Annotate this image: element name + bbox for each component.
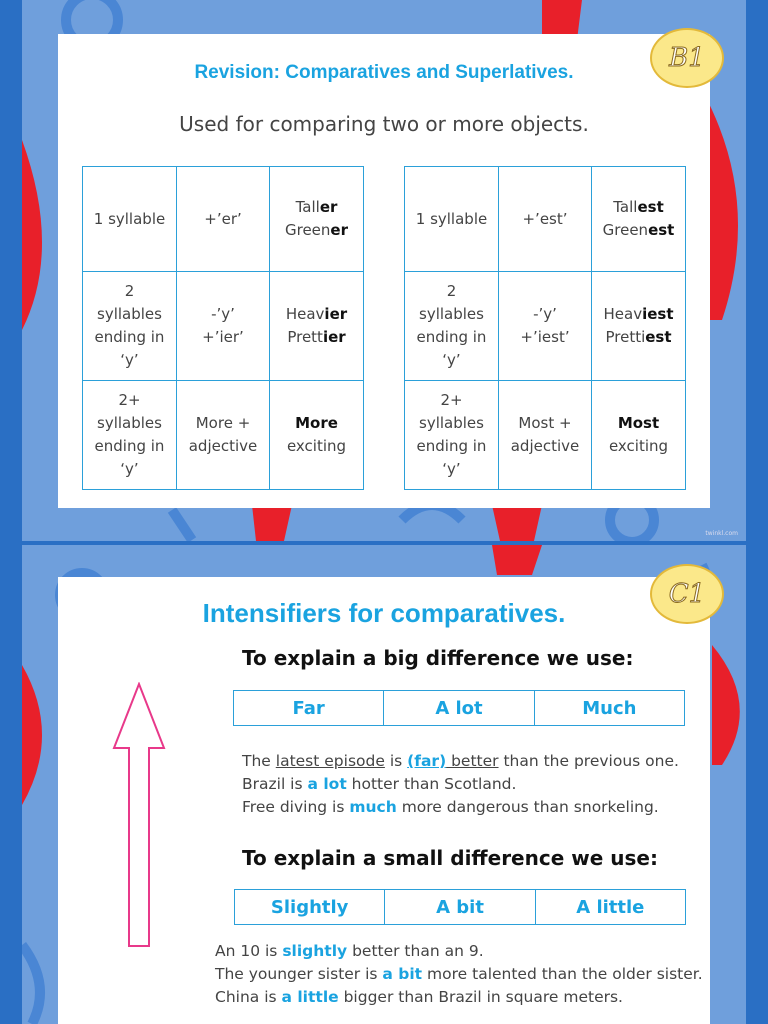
example-sentence: China is a little bigger than Brazil in square meters. — [215, 988, 623, 1006]
rule-cell: 1 syllable — [83, 167, 177, 272]
intensifier-cell: A lot — [384, 691, 534, 726]
table-row — [83, 167, 364, 272]
small-difference-heading: To explain a small difference we use: — [242, 846, 658, 870]
intensifier-cell: A little — [535, 890, 685, 925]
superlatives-table — [404, 166, 686, 490]
rule-cell: 1 syllable — [405, 167, 499, 272]
table-row — [83, 381, 364, 490]
page-title: Revision: Comparatives and Superlatives. — [194, 62, 574, 83]
table-row — [235, 890, 686, 925]
example-cell: Taller Greener — [270, 167, 364, 272]
example-cell: Heaviest Prettiest — [592, 272, 686, 381]
page-subtitle: Used for comparing two or more objects. — [179, 112, 589, 136]
rule-cell: 2+ syllables ending in ‘y’ — [405, 381, 499, 490]
example-sentence: The latest episode is (far) better than the previous one. — [242, 752, 679, 770]
example-sentence: The younger sister is a bit more talented than the older sister. — [215, 965, 703, 983]
section-title: Intensifiers for comparatives. — [202, 598, 566, 628]
table-row — [234, 691, 685, 726]
example-cell: Most exciting — [592, 381, 686, 490]
ending-cell: +’er’ — [177, 167, 270, 272]
example-sentence: Brazil is a lot hotter than Scotland. — [242, 775, 517, 793]
ending-cell: +’est’ — [499, 167, 592, 272]
example-sentence: An 10 is slightly better than an 9. — [215, 942, 484, 960]
ending-cell: More + adjective — [177, 381, 270, 490]
ending-cell: Most + adjective — [499, 381, 592, 490]
ending-cell: -’y’ +’iest’ — [499, 272, 592, 381]
example-cell: Heavier Prettier — [270, 272, 364, 381]
up-arrow-icon — [112, 682, 166, 948]
example-sentence: Free diving is much more dangerous than snorkeling. — [242, 798, 659, 816]
example-cell: More exciting — [270, 381, 364, 490]
example-cell: Tallest Greenest — [592, 167, 686, 272]
comparatives-table — [82, 166, 364, 490]
ending-cell: -’y’ +’ier’ — [177, 272, 270, 381]
rule-cell: 2+ syllables ending in ‘y’ — [83, 381, 177, 490]
slide-badge-b1: B1 — [650, 28, 724, 88]
intensifier-cell: Far — [234, 691, 384, 726]
intensifier-cell: A bit — [385, 890, 535, 925]
intensifier-cell: Slightly — [235, 890, 385, 925]
intensifier-cell: Much — [534, 691, 684, 726]
table-row — [405, 272, 686, 381]
slide-badge-c1: C1 — [650, 564, 724, 624]
small-intensifiers-table — [234, 889, 686, 925]
rule-cell: 2 syllables ending in ‘y’ — [405, 272, 499, 381]
table-row — [83, 272, 364, 381]
rule-cell: 2 syllables ending in ‘y’ — [83, 272, 177, 381]
table-row — [405, 381, 686, 490]
big-intensifiers-table — [233, 690, 685, 726]
watermark: twinkl.com — [705, 530, 738, 537]
big-difference-heading: To explain a big difference we use: — [242, 646, 634, 670]
table-row — [405, 167, 686, 272]
